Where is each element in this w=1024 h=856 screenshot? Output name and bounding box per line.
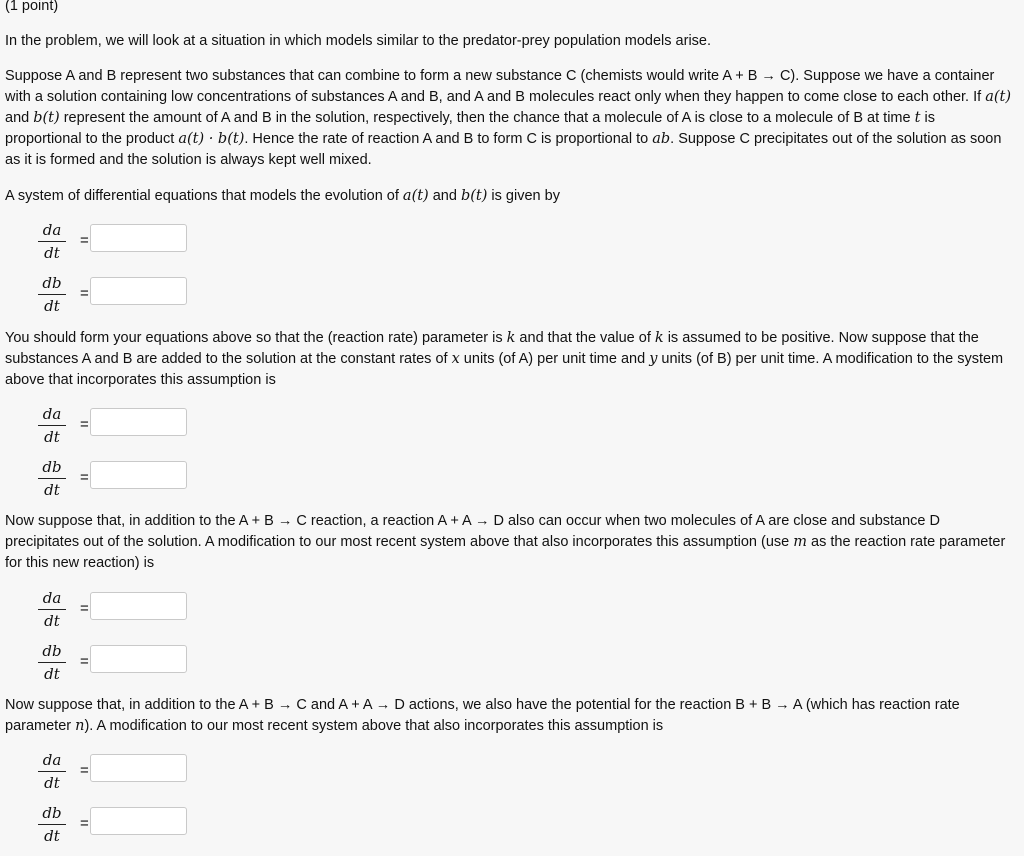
equation-db	[35, 641, 235, 694]
fraction-bar	[38, 824, 66, 825]
numerator: db	[42, 274, 62, 292]
denominator: dt	[44, 665, 60, 683]
math-var: b(t)	[460, 188, 488, 204]
derivative-db-dt	[35, 803, 69, 846]
answer-input-s1-da[interactable]	[90, 224, 187, 252]
answer-input-s2-da[interactable]	[90, 408, 187, 436]
system-1	[35, 220, 235, 326]
derivative-db-dt	[35, 641, 69, 684]
text: as the reaction rate parameter for this new reaction) is	[5, 534, 1006, 571]
answer-input-s4-da[interactable]	[90, 754, 187, 782]
text: units (of A) per unit time and	[459, 351, 650, 367]
equation-da	[35, 588, 235, 641]
math-var: a(t)	[402, 188, 429, 204]
math-var: a(t) · b(t)	[178, 131, 245, 147]
math-var: m	[793, 534, 807, 550]
paragraph-4	[5, 511, 1015, 574]
fraction-bar	[38, 771, 66, 772]
text: ). A modification to our most recent system above that also incorporates this assumption is	[84, 718, 664, 734]
answer-input-s4-db[interactable]	[90, 807, 187, 835]
text: Now suppose that, in addition to the A + B → C and A + A → D actions, we also have the potential for the reaction B + B → A (which has reaction rate parameter	[5, 697, 960, 734]
equation-da	[35, 404, 235, 457]
denominator: dt	[44, 244, 60, 262]
denominator: dt	[44, 428, 60, 446]
equation-db	[35, 273, 235, 326]
numerator: db	[42, 458, 62, 476]
equation-da	[35, 750, 235, 803]
equals-sign: =	[80, 285, 89, 302]
fraction-bar	[38, 662, 66, 663]
intro-text: In the problem, we will look at a situation in which models similar to the predator-prey population models arise.	[5, 33, 712, 49]
fraction-bar	[38, 425, 66, 426]
text: . Suppose C precipitates out of the solution as soon as it is formed and the solution is always kept well mixed.	[5, 131, 1002, 168]
numerator: da	[42, 751, 62, 769]
fraction-bar	[38, 294, 66, 295]
equals-sign: =	[80, 416, 89, 433]
text: and	[428, 188, 461, 204]
equation-da	[35, 220, 235, 273]
math-var: n	[75, 718, 85, 734]
math-var: a(t)	[985, 89, 1011, 105]
derivative-da-dt	[35, 588, 69, 631]
fraction-bar	[38, 478, 66, 479]
equals-sign: =	[80, 232, 89, 249]
math-var: k	[506, 330, 516, 346]
text: and	[5, 110, 34, 126]
denominator: dt	[44, 481, 60, 499]
equation-db	[35, 457, 235, 510]
points-label: (1 point)	[5, 0, 59, 14]
derivative-da-dt	[35, 404, 69, 447]
paragraph-5	[5, 695, 1019, 737]
system-3	[35, 588, 235, 694]
equals-sign: =	[80, 653, 89, 670]
math-var: b(t)	[33, 110, 60, 126]
math-var: y	[649, 351, 658, 367]
text: and that the value of	[515, 330, 655, 346]
fraction-bar	[38, 609, 66, 610]
numerator: da	[42, 589, 62, 607]
numerator: da	[42, 405, 62, 423]
derivative-db-dt	[35, 273, 69, 316]
denominator: dt	[44, 297, 60, 315]
paragraph-1	[5, 66, 1015, 171]
text: is proportional to the product	[5, 110, 935, 147]
numerator: db	[42, 642, 62, 660]
denominator: dt	[44, 774, 60, 792]
text: . Hence the rate of reaction A and B to form C is proportional to	[244, 131, 653, 147]
derivative-da-dt	[35, 220, 69, 263]
system-2	[35, 404, 235, 510]
denominator: dt	[44, 827, 60, 845]
text: You should form your equations above so that the (reaction rate) parameter is	[5, 330, 507, 346]
answer-input-s2-db[interactable]	[90, 461, 187, 489]
text: is given by	[487, 188, 560, 204]
text: units (of B) per unit time. A modification to the system above that incorporates this assumption is	[5, 351, 1004, 388]
derivative-db-dt	[35, 457, 69, 500]
denominator: dt	[44, 612, 60, 630]
paragraph-2	[5, 186, 560, 207]
text: A system of differential equations that models the evolution of	[5, 188, 403, 204]
math-var: x	[451, 351, 460, 367]
answer-input-s3-db[interactable]	[90, 645, 187, 673]
derivative-da-dt	[35, 750, 69, 793]
text: represent the amount of A and B in the solution, respectively, then the chance that a molecule of A is close to a molecule of B at time	[59, 110, 915, 126]
math-var: t	[914, 110, 921, 126]
numerator: da	[42, 221, 62, 239]
equals-sign: =	[80, 815, 89, 832]
fraction-bar	[38, 241, 66, 242]
answer-input-s1-db[interactable]	[90, 277, 187, 305]
math-var: k	[654, 330, 664, 346]
system-4	[35, 750, 235, 856]
numerator: db	[42, 804, 62, 822]
math-var: ab	[652, 131, 671, 147]
text: Suppose A and B represent two substances that can combine to form a new substance C (chemists would write A + B → C). Suppose we have a container with a solution containing low concentrations of substances A and B, and A and B molecules react only when they happen to come close to each other. If	[5, 68, 995, 105]
equals-sign: =	[80, 600, 89, 617]
equals-sign: =	[80, 469, 89, 486]
text: is assumed to be positive. Now suppose that the substances A and B are added to the solution at the constant rates of	[5, 330, 979, 367]
equation-db	[35, 803, 235, 856]
text: Now suppose that, in addition to the A + B → C reaction, a reaction A + A → D also can occur when two molecules of A are close and substance D precipitates out of the solution. A modification to our most recent system above that also incorporates this assumption (use	[5, 513, 940, 550]
answer-input-s3-da[interactable]	[90, 592, 187, 620]
paragraph-3	[5, 328, 1015, 391]
equals-sign: =	[80, 762, 89, 779]
